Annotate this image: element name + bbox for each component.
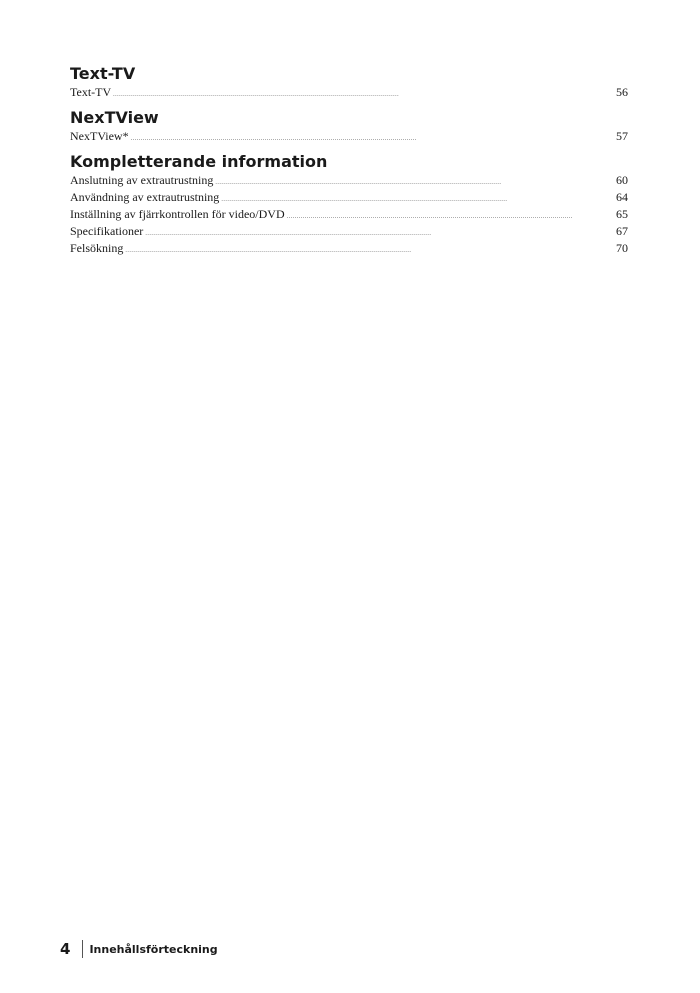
toc-entry-page: 64 <box>616 190 628 204</box>
dot-leader <box>113 84 614 104</box>
table-of-contents <box>70 64 628 264</box>
toc-section-kompletterande-information <box>70 152 628 257</box>
page-footer <box>60 940 218 958</box>
toc-entry-page: 56 <box>616 85 628 99</box>
toc-section-text-tv <box>70 64 628 101</box>
toc-entry-page: 57 <box>616 129 628 143</box>
toc-entry[interactable] <box>70 172 628 189</box>
section-title: NexTView <box>70 108 159 127</box>
toc-entry[interactable] <box>70 223 628 240</box>
toc-entry[interactable] <box>70 84 628 101</box>
toc-entry-label: Anslutning av extrautrustning <box>70 173 214 187</box>
toc-entry[interactable] <box>70 240 628 257</box>
section-title: Text-TV <box>70 64 136 83</box>
toc-entry-page: 65 <box>616 207 628 221</box>
toc-entry-label: Inställning av fjärrkontrollen för video/DVD <box>70 207 285 221</box>
toc-entry-label: Text-TV <box>70 85 112 99</box>
toc-entry-label: Användning av extrautrustning <box>70 190 220 204</box>
toc-entry-label: Specifikationer <box>70 224 144 238</box>
page-number: 4 <box>60 940 71 958</box>
toc-entry[interactable] <box>70 189 628 206</box>
toc-entry-page: 60 <box>616 173 628 187</box>
toc-entry-page: 70 <box>616 241 628 255</box>
toc-entry-page: 67 <box>616 224 628 238</box>
toc-entry[interactable] <box>70 206 628 223</box>
section-title: Kompletterande information <box>70 152 328 171</box>
dot-leader <box>125 240 614 260</box>
toc-entry-label: NexTView* <box>70 129 129 143</box>
footer-divider <box>82 940 83 958</box>
dot-leader <box>131 128 614 148</box>
toc-section-nextview <box>70 108 628 145</box>
footer-title: Innehållsförteckning <box>89 942 218 956</box>
toc-entry-label: Felsökning <box>70 241 124 255</box>
toc-entry[interactable] <box>70 128 628 145</box>
